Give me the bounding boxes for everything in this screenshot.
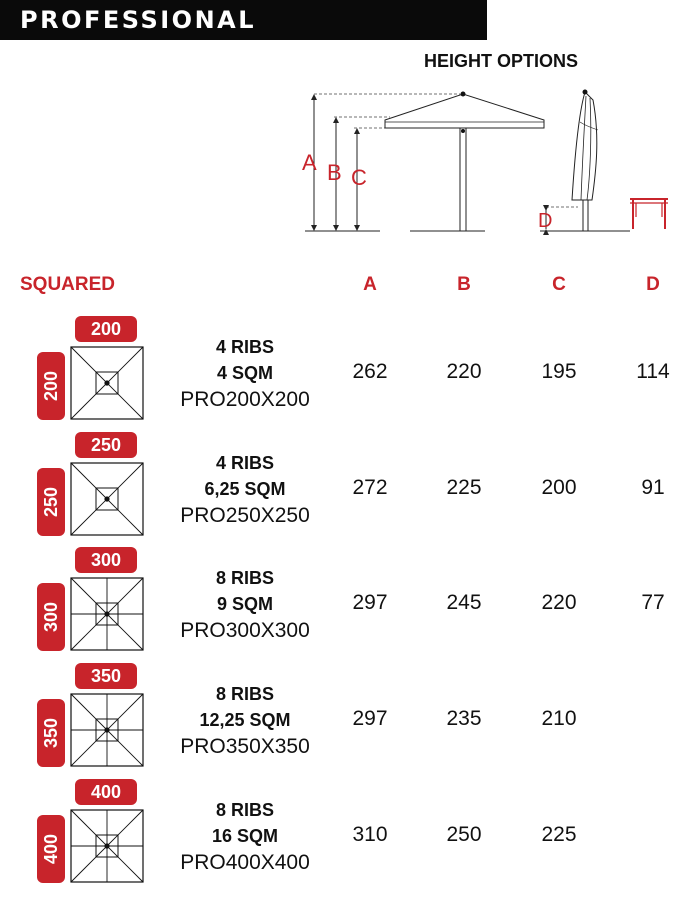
value-b: 245	[446, 591, 482, 614]
label-c: C	[351, 165, 367, 190]
value-c: 220	[541, 591, 577, 614]
canopy-plan-icon	[70, 577, 144, 651]
depth-label	[37, 583, 65, 651]
area-sqm: 4 SQM	[216, 363, 273, 383]
depth-label	[37, 468, 65, 536]
column-header-a: A	[363, 274, 377, 295]
value-a: 262	[352, 360, 388, 383]
page-title: PROFESSIONAL	[0, 0, 487, 40]
value-b: 235	[446, 707, 482, 730]
width-label: 400	[75, 779, 137, 805]
value-d: 114	[636, 360, 670, 383]
depth-label	[37, 815, 65, 883]
table-row	[0, 779, 695, 895]
value-d: 91	[641, 476, 665, 499]
width-label: 200	[75, 316, 137, 342]
value-b: 225	[446, 476, 482, 499]
model-code: PRO300X300	[180, 619, 310, 642]
label-d: D	[538, 210, 553, 232]
canopy-plan-icon	[70, 462, 144, 536]
section-label-squared: SQUARED	[20, 274, 116, 295]
area-sqm: 12,25 SQM	[199, 710, 291, 730]
depth-label-text: 350	[41, 717, 61, 749]
value-d: 77	[641, 591, 665, 614]
ribs-count: 8 RIBS	[215, 684, 275, 704]
model-code: PRO200X200	[180, 388, 310, 411]
depth-label	[37, 699, 65, 767]
model-code: PRO350X350	[180, 735, 310, 758]
ribs-count: 8 RIBS	[215, 568, 275, 588]
model-description	[170, 681, 320, 761]
model-code: PRO250X250	[180, 504, 310, 527]
area-sqm: 9 SQM	[216, 594, 273, 614]
value-c: 225	[541, 823, 577, 846]
table-row	[0, 316, 695, 432]
width-label: 250	[75, 432, 137, 458]
width-label: 300	[75, 547, 137, 573]
ribs-count: 4 RIBS	[215, 337, 275, 357]
label-b: B	[327, 160, 342, 185]
depth-label	[37, 352, 65, 420]
model-description	[170, 334, 320, 414]
height-options-diagram	[300, 82, 680, 242]
ribs-count: 8 RIBS	[215, 800, 275, 820]
value-c: 210	[541, 707, 577, 730]
table-row	[0, 432, 695, 548]
label-a: A	[302, 150, 317, 175]
area-sqm: 16 SQM	[211, 826, 279, 846]
column-header-d: D	[646, 274, 660, 295]
value-c: 195	[541, 360, 577, 383]
canopy-plan-icon	[70, 346, 144, 420]
model-description	[170, 450, 320, 530]
model-code: PRO400X400	[180, 851, 310, 874]
depth-label-text: 300	[41, 601, 61, 633]
table-row	[0, 663, 695, 779]
area-sqm: 6,25 SQM	[204, 479, 286, 499]
value-c: 200	[541, 476, 577, 499]
model-description	[170, 797, 320, 877]
canopy-plan-icon	[70, 693, 144, 767]
column-header-b: B	[457, 274, 471, 295]
value-a: 297	[352, 591, 388, 614]
height-options-title: HEIGHT OPTIONS	[424, 51, 579, 71]
depth-label-text: 400	[41, 833, 61, 865]
depth-label-text: 250	[41, 486, 61, 518]
model-description	[170, 565, 320, 645]
canopy-plan-icon	[70, 809, 144, 883]
value-a: 310	[352, 823, 388, 846]
ribs-count: 4 RIBS	[215, 453, 275, 473]
value-a: 297	[352, 707, 388, 730]
table-row	[0, 547, 695, 663]
value-b: 250	[446, 823, 482, 846]
width-label: 350	[75, 663, 137, 689]
value-b: 220	[446, 360, 482, 383]
depth-label-text: 200	[41, 370, 61, 402]
value-a: 272	[352, 476, 388, 499]
column-header-c: C	[552, 274, 566, 295]
